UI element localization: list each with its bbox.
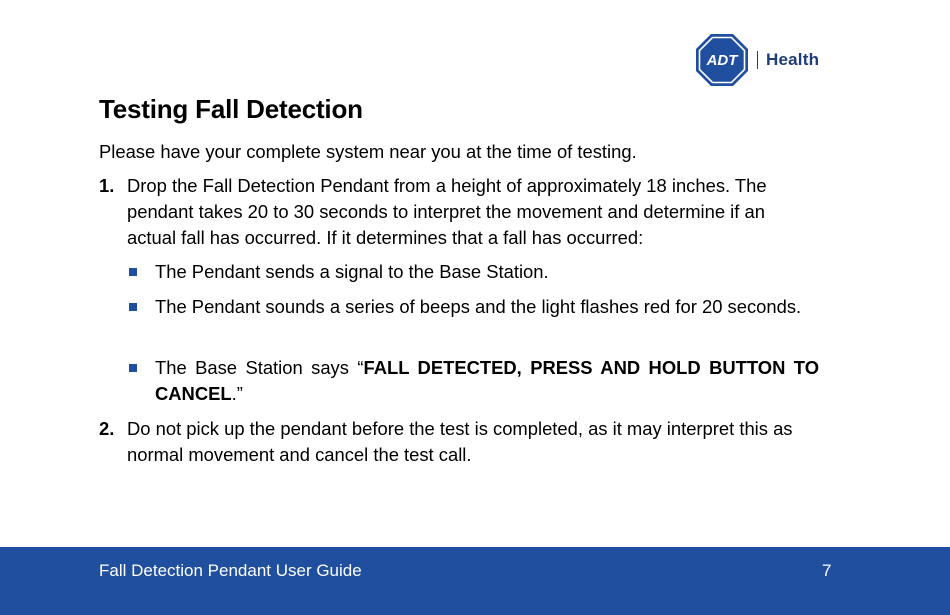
bullet-text: The Pendant sends a signal to the Base Station. [155, 261, 549, 282]
step-2 [99, 416, 819, 468]
bullet-text-suffix: .” [231, 383, 243, 404]
bullet-item [127, 294, 819, 320]
footer-bar [0, 547, 950, 615]
bullet-text: The Pendant sounds a series of beeps and the light flashes red for 20 seconds. [155, 296, 802, 317]
square-bullet-icon [129, 268, 137, 276]
adt-health-logo [695, 33, 819, 87]
voice-prompt-text: FALL DETECTED, PRESS AND HOLD BUTTON TO CANCEL [155, 357, 819, 404]
step-number: 2. [99, 418, 115, 439]
step-1 [99, 173, 819, 251]
bullet-text-prefix: The Base Station says “ [155, 357, 364, 378]
logo-adt-text: ADT [706, 52, 738, 69]
square-bullet-icon [129, 303, 137, 311]
logo-divider [757, 51, 758, 69]
square-bullet-icon [129, 364, 137, 372]
bullet-item [127, 355, 819, 407]
step-text: Drop the Fall Detection Pendant from a height of approximately 18 inches. The pendant takes 20 to 30 seconds to interpret the movement and determine if an actual fall has occurred. If it determines that a fall has occurred: [127, 175, 767, 248]
adt-octagon-logo-icon [695, 33, 749, 87]
bullet-text [155, 355, 819, 407]
step-number: 1. [99, 175, 115, 196]
page-number: 7 [822, 561, 832, 580]
intro-paragraph: Please have your complete system near you at the time of testing. [99, 141, 637, 162]
logo-product-name: Health [766, 50, 820, 69]
step-text: Do not pick up the pendant before the test is completed, as it may interpret this as normal movement and cancel the test call. [127, 418, 793, 465]
bullet-item [127, 259, 819, 285]
page-title: Testing Fall Detection [99, 94, 363, 124]
footer-guide-title: Fall Detection Pendant User Guide [99, 561, 362, 580]
